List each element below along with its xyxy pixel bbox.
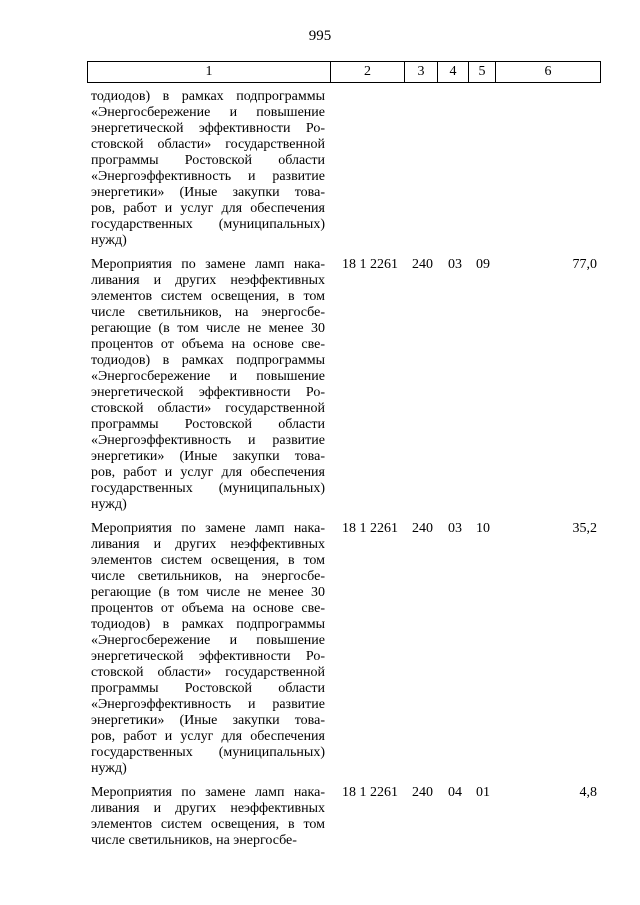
description-line: элементов систем освещения, в том [91, 289, 325, 304]
target-article-code: 18 1 2261 [342, 257, 398, 272]
amount-value: 35,2 [572, 521, 597, 536]
target-article-code: 18 1 2261 [342, 521, 398, 536]
column-header-2: 2 [331, 62, 405, 82]
description-line: «Энергоэффективность и развитие [91, 433, 325, 448]
description-line: ливания и других неэффективных [91, 801, 325, 816]
subsection-code: 09 [476, 257, 490, 272]
table-row [87, 257, 601, 513]
expense-type-code: 240 [412, 521, 433, 536]
table-row [87, 89, 601, 249]
description-line: стовской области» государственной [91, 401, 325, 416]
table-row [87, 521, 601, 777]
section-code: 03 [448, 257, 462, 272]
description-line: числе светильников, на энергосбе- [91, 569, 325, 584]
row-description [87, 521, 325, 777]
description-line: нужд) [91, 497, 127, 512]
description-line: Мероприятия по замене ламп нака- [91, 257, 325, 272]
target-article-code [325, 89, 404, 249]
expense-type-code: 240 [412, 257, 433, 272]
expense-type-code: 240 [412, 785, 433, 800]
column-header-6: 6 [544, 64, 552, 79]
description-line: элементов систем освещения, в том [91, 553, 325, 568]
description-line: «Энергоэффективность и развитие [91, 169, 325, 184]
description-line: государственных (муниципальных) [91, 745, 325, 760]
expense-type-code [404, 89, 441, 249]
column-header-1: 1 [88, 62, 331, 82]
description-line: энергетической эффективности Ро- [91, 649, 325, 664]
description-line: энергетики» (Иные закупки това- [91, 449, 325, 464]
description-line: процентов от объема на основе све- [91, 337, 325, 352]
description-line: ров, работ и услуг для обеспечения [91, 201, 325, 216]
description-line: энергетической эффективности Ро- [91, 121, 325, 136]
description-line: «Энергосбережение и повышение [91, 633, 325, 648]
description-line: энергетики» (Иные закупки това- [91, 713, 325, 728]
amount-value: 77,0 [572, 257, 597, 272]
amount-value: 4,8 [579, 785, 597, 800]
description-line: программы Ростовской области [91, 681, 325, 696]
description-line: числе светильников, на энергосбе- [91, 833, 297, 848]
table-column-header [87, 61, 601, 83]
description-line: ров, работ и услуг для обеспечения [91, 729, 325, 744]
section-code: 03 [448, 521, 462, 536]
target-article-code: 18 1 2261 [342, 785, 398, 800]
description-line: «Энергосбережение и повышение [91, 105, 325, 120]
description-line: ливания и других неэффективных [91, 537, 325, 552]
row-description [87, 89, 325, 249]
row-description [87, 257, 325, 513]
description-line: «Энергоэффективность и развитие [91, 697, 325, 712]
description-line: регающие (в том числе не менее 30 [91, 321, 325, 336]
description-line: стовской области» государственной [91, 137, 325, 152]
description-line: Мероприятия по замене ламп нака- [91, 785, 325, 800]
section-code: 04 [448, 785, 462, 800]
row-description [87, 785, 325, 849]
description-line: государственных (муниципальных) [91, 217, 325, 232]
description-line: ров, работ и услуг для обеспечения [91, 465, 325, 480]
description-line: энергетики» (Иные закупки това- [91, 185, 325, 200]
column-header-5: 5 [469, 62, 496, 82]
description-line: «Энергосбережение и повышение [91, 369, 325, 384]
table-body [87, 89, 601, 857]
description-line: тодиодов) в рамках подпрограммы [91, 89, 325, 104]
description-line: процентов от объема на основе све- [91, 601, 325, 616]
description-line: программы Ростовской области [91, 417, 325, 432]
column-header-3: 3 [405, 62, 438, 82]
amount-value [497, 89, 601, 249]
description-line: регающие (в том числе не менее 30 [91, 585, 325, 600]
description-line: энергетической эффективности Ро- [91, 385, 325, 400]
description-line: числе светильников, на энергосбе- [91, 305, 325, 320]
description-line: ливания и других неэффективных [91, 273, 325, 288]
table-row [87, 785, 601, 849]
description-line: тодиодов) в рамках подпрограммы [91, 353, 325, 368]
description-line: стовской области» государственной [91, 665, 325, 680]
description-line: нужд) [91, 761, 127, 776]
subsection-code [469, 89, 497, 249]
column-header-4: 4 [438, 62, 469, 82]
description-line: нужд) [91, 233, 127, 248]
description-line: тодиодов) в рамках подпрограммы [91, 617, 325, 632]
page-number: 995 [308, 28, 332, 44]
description-line: программы Ростовской области [91, 153, 325, 168]
section-code [441, 89, 469, 249]
subsection-code: 10 [476, 521, 490, 536]
description-line: Мероприятия по замене ламп нака- [91, 521, 325, 536]
description-line: элементов систем освещения, в том [91, 817, 325, 832]
description-line: государственных (муниципальных) [91, 481, 325, 496]
subsection-code: 01 [476, 785, 490, 800]
